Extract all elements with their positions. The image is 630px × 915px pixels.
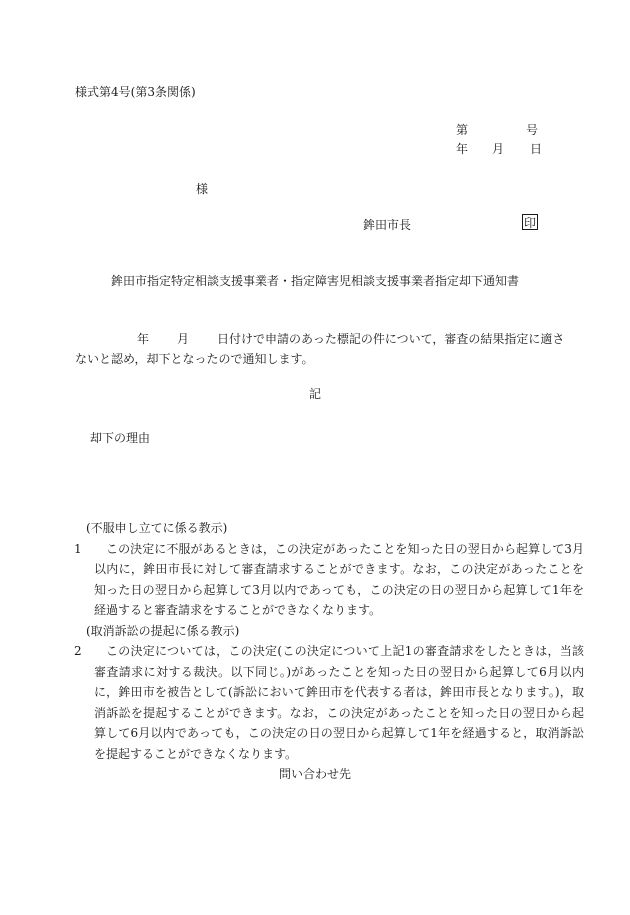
issuer-name: 鉾田市長 [363,218,412,232]
lawsuit-item [74,641,584,764]
document-date [456,141,542,158]
seal-mark: 印 [523,216,536,230]
body-year-label: 年 [137,332,150,346]
date-year-label: 年 [456,142,469,156]
lawsuit-heading: (取消訴訟の提起に係る教示) [86,623,240,638]
appeal-item-number: 1 [74,541,82,556]
notice-body [75,329,580,369]
document-number [456,122,538,139]
appeal-heading: (不服申し立てに係る教示) [86,521,228,535]
notice-body-line1 [75,329,580,349]
notice-body-line2: ないと認め，却下となったので通知します。 [75,352,314,366]
instruction-notes [74,518,584,764]
ki-heading: 記 [308,387,321,401]
date-day-label: 日 [530,142,543,156]
document-number-dai: 第 [456,123,469,137]
lawsuit-item-text: この決定については，この決定(この決定について上記1の審査請求をしたときは，当該審査請求に対する裁決。以下同じ。)があったことを知った日の翌日から起算して6月以内に，鉾田市を被告として(訴訟において鉾田市を代表する者は，鉾田市長となります。)，取消訴訟を提起することができます。なお，この決定があったことを知った日の翌日から起算して6月以内であっても，この決定の日の翌日から起算して1年を経過すると，取消訴訟を提起することができなくなります。 [94,644,584,761]
body-month-label: 月 [177,332,190,346]
document-title: 鉾田市指定特定相談支援事業者・指定障害児相談支援事業者指定却下通知書 [110,274,519,288]
addressee-honorific: 様 [196,182,209,196]
date-month-label: 月 [492,142,505,156]
form-number: 様式第4号(第3条関係) [75,85,196,99]
lawsuit-item-number: 2 [74,644,82,658]
appeal-item [74,539,584,621]
body-line1-rest: 日付けで申請のあった標記の件について，審査の結果指定に適さ [217,332,565,346]
document-number-go: 号 [526,123,539,137]
rejection-reason-label: 却下の理由 [90,431,151,445]
contact-label: 問い合わせ先 [278,767,351,781]
appeal-item-text: この決定に不服があるときは，この決定があったことを知った日の翌日から起算して3月以内に，鉾田市長に対して審査請求することができます。なお，この決定があったことを知った日の翌日から起算して3月以内であっても，この決定の日の翌日から起算して1年を経過すると審査請求をすることができなくなります。 [94,541,584,617]
